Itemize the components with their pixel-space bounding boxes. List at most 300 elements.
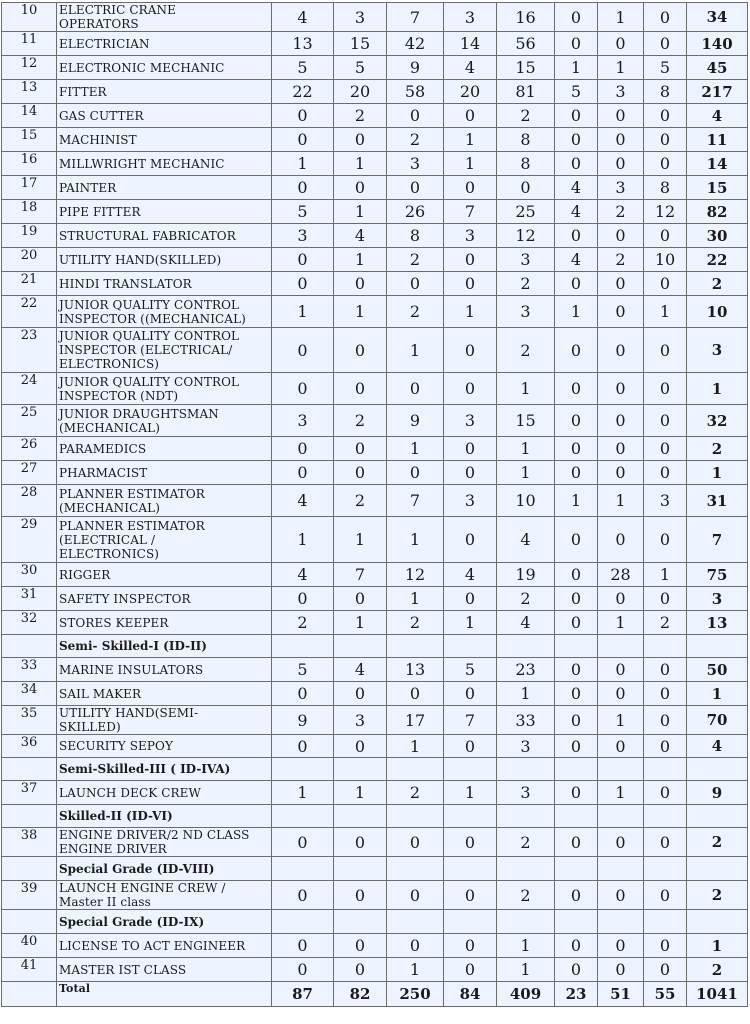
- count-cell: 1: [387, 958, 444, 982]
- post-name: [57, 405, 272, 437]
- count-cell: 3: [598, 176, 644, 200]
- serial-number: 10: [2, 3, 57, 32]
- count-cell: 0: [272, 682, 334, 706]
- count-cell: 0: [272, 461, 334, 485]
- table-row: [2, 328, 748, 373]
- table-row: [2, 128, 748, 152]
- count-cell: 1: [387, 328, 444, 373]
- serial-number: 31: [2, 587, 57, 611]
- empty-cell: [387, 758, 444, 781]
- count-cell: 1: [497, 958, 555, 982]
- post-name: [57, 461, 272, 485]
- post-name-line: INSPECTOR ((MECHANICAL): [59, 311, 246, 326]
- count-cell: 5: [334, 56, 387, 80]
- empty-cell: [272, 910, 334, 934]
- count-cell: 0: [555, 104, 598, 128]
- count-cell: 1: [334, 517, 387, 563]
- section-row: [2, 805, 748, 828]
- row-total: 50: [687, 658, 748, 682]
- count-cell: 1: [334, 152, 387, 176]
- serial-number: 38: [2, 828, 57, 857]
- count-cell: 0: [497, 176, 555, 200]
- count-cell: 0: [272, 128, 334, 152]
- count-cell: 0: [644, 934, 687, 958]
- empty-cell: [2, 805, 57, 828]
- count-cell: 2: [334, 405, 387, 437]
- serial-number: 18: [2, 200, 57, 224]
- count-cell: 0: [555, 128, 598, 152]
- row-total: 45: [687, 56, 748, 80]
- post-name: [57, 437, 272, 461]
- serial-number: 11: [2, 32, 57, 56]
- count-cell: 0: [272, 272, 334, 296]
- count-cell: 3: [444, 485, 497, 517]
- count-cell: 8: [644, 176, 687, 200]
- count-cell: 16: [497, 3, 555, 32]
- section-heading: Special Grade (ID-IX): [57, 910, 272, 934]
- serial-number: 12: [2, 56, 57, 80]
- post-name-line: PARAMEDICS: [59, 441, 147, 456]
- table-row: [2, 658, 748, 682]
- count-cell: 0: [555, 828, 598, 857]
- post-name-line: MACHINIST: [59, 132, 137, 147]
- count-cell: 1: [555, 56, 598, 80]
- count-cell: 0: [644, 152, 687, 176]
- serial-number: 24: [2, 373, 57, 405]
- count-cell: 2: [598, 248, 644, 272]
- post-name-line: ELECTRIC CRANE: [59, 3, 176, 17]
- section-heading: Semi- Skilled-I (ID-II): [57, 635, 272, 658]
- post-name: [57, 881, 272, 910]
- table-row: [2, 152, 748, 176]
- table-row: [2, 958, 748, 982]
- count-cell: 1: [387, 517, 444, 563]
- serial-number: 41: [2, 958, 57, 982]
- count-cell: 0: [272, 104, 334, 128]
- row-total: 10: [687, 296, 748, 328]
- empty-cell: [2, 635, 57, 658]
- count-cell: 0: [644, 328, 687, 373]
- row-total: 2: [687, 272, 748, 296]
- table-row: [2, 405, 748, 437]
- count-cell: 0: [598, 682, 644, 706]
- count-cell: 3: [272, 224, 334, 248]
- post-name: [57, 32, 272, 56]
- table-row: [2, 735, 748, 758]
- post-name-line: ELECTRONICS): [59, 357, 160, 371]
- post-name-line: (MECHANICAL): [59, 500, 160, 515]
- empty-cell: [387, 910, 444, 934]
- row-total: 2: [687, 437, 748, 461]
- empty-cell: [444, 635, 497, 658]
- count-cell: 0: [272, 176, 334, 200]
- count-cell: 0: [644, 461, 687, 485]
- post-name-line: JUNIOR DRAUGHTSMAN: [59, 406, 219, 421]
- row-total: 70: [687, 706, 748, 735]
- count-cell: 1: [598, 56, 644, 80]
- count-cell: 0: [644, 958, 687, 982]
- post-name-line: ELECTRONICS): [59, 546, 160, 561]
- count-cell: 25: [497, 200, 555, 224]
- empty-cell: [555, 635, 598, 658]
- count-cell: 0: [598, 437, 644, 461]
- table-row: [2, 104, 748, 128]
- post-name-line: Master II class: [59, 895, 151, 909]
- count-cell: 0: [555, 405, 598, 437]
- count-cell: 0: [334, 881, 387, 910]
- count-cell: 1: [444, 128, 497, 152]
- count-cell: 56: [497, 32, 555, 56]
- empty-cell: [598, 805, 644, 828]
- section-heading: Special Grade (ID-VIII): [57, 857, 272, 881]
- count-cell: 23: [497, 658, 555, 682]
- empty-cell: [644, 635, 687, 658]
- post-name-line: (ELECTRICAL /: [59, 532, 156, 547]
- count-cell: 4: [497, 517, 555, 563]
- count-cell: 0: [444, 517, 497, 563]
- count-cell: 0: [272, 958, 334, 982]
- serial-number: 21: [2, 272, 57, 296]
- serial-number: 34: [2, 682, 57, 706]
- count-cell: 4: [555, 248, 598, 272]
- empty-cell: [2, 857, 57, 881]
- count-cell: 2: [497, 328, 555, 373]
- count-cell: 0: [334, 272, 387, 296]
- count-cell: 0: [444, 328, 497, 373]
- count-cell: 4: [334, 658, 387, 682]
- count-cell: 0: [555, 934, 598, 958]
- post-name-line: LICENSE TO ACT ENGINEER: [59, 938, 246, 953]
- count-cell: 4: [272, 3, 334, 32]
- count-cell: 0: [555, 224, 598, 248]
- count-cell: 0: [644, 735, 687, 758]
- empty-cell: [272, 758, 334, 781]
- post-name: [57, 104, 272, 128]
- post-name-line: FITTER: [59, 84, 107, 99]
- count-cell: 0: [272, 437, 334, 461]
- count-cell: 1: [598, 3, 644, 32]
- row-total: 15: [687, 176, 748, 200]
- row-total: 30: [687, 224, 748, 248]
- count-cell: 9: [272, 706, 334, 735]
- count-cell: 0: [387, 828, 444, 857]
- empty-cell: [644, 758, 687, 781]
- count-cell: 1: [497, 682, 555, 706]
- count-cell: 8: [644, 80, 687, 104]
- table-row: [2, 587, 748, 611]
- count-cell: 1: [334, 296, 387, 328]
- post-name: [57, 224, 272, 248]
- post-name: [57, 328, 272, 373]
- serial-number: 29: [2, 517, 57, 563]
- count-cell: 3: [497, 296, 555, 328]
- count-cell: 0: [444, 934, 497, 958]
- count-cell: 1: [272, 781, 334, 805]
- empty-cell: [444, 805, 497, 828]
- empty-cell: [272, 857, 334, 881]
- count-cell: 0: [598, 32, 644, 56]
- count-cell: 1: [497, 373, 555, 405]
- count-cell: 0: [555, 328, 598, 373]
- column-total: 23: [555, 982, 598, 1007]
- count-cell: 0: [555, 461, 598, 485]
- count-cell: 0: [555, 682, 598, 706]
- count-cell: 0: [598, 658, 644, 682]
- count-cell: 0: [444, 881, 497, 910]
- post-name: [57, 781, 272, 805]
- section-row: [2, 758, 748, 781]
- column-total: 250: [387, 982, 444, 1007]
- count-cell: 0: [555, 3, 598, 32]
- count-cell: 0: [598, 958, 644, 982]
- count-cell: 0: [644, 224, 687, 248]
- count-cell: 0: [598, 296, 644, 328]
- count-cell: 4: [334, 224, 387, 248]
- count-cell: 0: [387, 934, 444, 958]
- post-name: [57, 176, 272, 200]
- count-cell: 3: [497, 781, 555, 805]
- row-total: 217: [687, 80, 748, 104]
- count-cell: 1: [334, 781, 387, 805]
- count-cell: 1: [598, 485, 644, 517]
- count-cell: 5: [555, 80, 598, 104]
- count-cell: 0: [644, 437, 687, 461]
- count-cell: 0: [334, 128, 387, 152]
- serial-number: 28: [2, 485, 57, 517]
- count-cell: 3: [387, 152, 444, 176]
- post-name: [57, 200, 272, 224]
- count-cell: 2: [497, 587, 555, 611]
- post-name-line: PLANNER ESTIMATOR: [59, 518, 205, 533]
- count-cell: 1: [497, 461, 555, 485]
- count-cell: 3: [272, 405, 334, 437]
- count-cell: 3: [598, 80, 644, 104]
- count-cell: 13: [387, 658, 444, 682]
- count-cell: 2: [497, 881, 555, 910]
- post-name: [57, 485, 272, 517]
- table-row: [2, 881, 748, 910]
- table-row: [2, 437, 748, 461]
- count-cell: 2: [598, 200, 644, 224]
- post-name-line: SAFETY INSPECTOR: [59, 591, 191, 606]
- count-cell: 0: [644, 405, 687, 437]
- count-cell: 26: [387, 200, 444, 224]
- post-name-line: PAINTER: [59, 180, 117, 195]
- count-cell: 7: [444, 200, 497, 224]
- count-cell: 2: [644, 611, 687, 635]
- post-name-line: SECURITY SEPOY: [59, 739, 174, 753]
- count-cell: 0: [644, 128, 687, 152]
- count-cell: 0: [555, 706, 598, 735]
- post-name-line: JUNIOR QUALITY CONTROL: [59, 374, 240, 389]
- empty-cell: [334, 857, 387, 881]
- count-cell: 0: [272, 328, 334, 373]
- post-name-line: INSPECTOR (NDT): [59, 388, 179, 403]
- count-cell: 0: [644, 517, 687, 563]
- table-row: [2, 682, 748, 706]
- count-cell: 4: [555, 176, 598, 200]
- post-name: [57, 248, 272, 272]
- count-cell: 1: [334, 248, 387, 272]
- serial-number: 16: [2, 152, 57, 176]
- empty-cell: [687, 910, 748, 934]
- count-cell: 2: [387, 128, 444, 152]
- count-cell: 0: [598, 272, 644, 296]
- count-cell: 0: [598, 735, 644, 758]
- empty-cell: [334, 635, 387, 658]
- count-cell: 0: [644, 682, 687, 706]
- serial-number: 37: [2, 781, 57, 805]
- count-cell: 1: [272, 517, 334, 563]
- post-name-line: RIGGER: [59, 567, 111, 582]
- table-row: [2, 56, 748, 80]
- post-name-line: ELECTRICIAN: [59, 36, 150, 51]
- count-cell: 0: [598, 224, 644, 248]
- empty-cell: [644, 857, 687, 881]
- post-name-line: MASTER IST CLASS: [59, 962, 187, 977]
- count-cell: 0: [644, 658, 687, 682]
- count-cell: 0: [598, 587, 644, 611]
- empty-cell: [272, 805, 334, 828]
- count-cell: 19: [497, 563, 555, 587]
- empty-cell: [598, 635, 644, 658]
- empty-cell: [598, 910, 644, 934]
- count-cell: 8: [497, 152, 555, 176]
- count-cell: 1: [334, 611, 387, 635]
- count-cell: 3: [334, 706, 387, 735]
- count-cell: 4: [444, 56, 497, 80]
- count-cell: 4: [555, 200, 598, 224]
- count-cell: 81: [497, 80, 555, 104]
- count-cell: 1: [387, 437, 444, 461]
- post-name-line: ENGINE DRIVER: [59, 842, 167, 856]
- empty-cell: [555, 910, 598, 934]
- serial-number: 36: [2, 735, 57, 758]
- count-cell: 9: [387, 405, 444, 437]
- count-cell: 0: [644, 32, 687, 56]
- count-cell: 0: [598, 328, 644, 373]
- table-row: [2, 373, 748, 405]
- count-cell: 1: [598, 611, 644, 635]
- serial-number: 19: [2, 224, 57, 248]
- post-name-line: PIPE FITTER: [59, 204, 141, 219]
- count-cell: 0: [644, 828, 687, 857]
- count-cell: 0: [555, 32, 598, 56]
- row-total: 4: [687, 104, 748, 128]
- count-cell: 0: [444, 272, 497, 296]
- count-cell: 9: [387, 56, 444, 80]
- count-cell: 1: [497, 934, 555, 958]
- column-total: 51: [598, 982, 644, 1007]
- count-cell: 4: [497, 611, 555, 635]
- column-total: 409: [497, 982, 555, 1007]
- count-cell: 4: [272, 563, 334, 587]
- row-total: 75: [687, 563, 748, 587]
- count-cell: 1: [644, 296, 687, 328]
- count-cell: 0: [334, 828, 387, 857]
- row-total: 9: [687, 781, 748, 805]
- table-row: [2, 828, 748, 857]
- post-name: [57, 517, 272, 563]
- row-total: 82: [687, 200, 748, 224]
- count-cell: 28: [598, 563, 644, 587]
- empty-cell: [334, 758, 387, 781]
- row-total: 1: [687, 682, 748, 706]
- empty-cell: [555, 758, 598, 781]
- count-cell: 0: [555, 563, 598, 587]
- count-cell: 0: [598, 934, 644, 958]
- count-cell: 13: [272, 32, 334, 56]
- count-cell: 0: [334, 328, 387, 373]
- count-cell: 0: [555, 152, 598, 176]
- section-row: [2, 910, 748, 934]
- row-total: 1: [687, 934, 748, 958]
- count-cell: 5: [272, 658, 334, 682]
- row-total: 34: [687, 3, 748, 32]
- count-cell: 3: [644, 485, 687, 517]
- count-cell: 0: [444, 587, 497, 611]
- post-name-line: UTILITY HAND(SEMI-: [59, 706, 199, 720]
- table-row: [2, 706, 748, 735]
- table-row: [2, 176, 748, 200]
- count-cell: 0: [387, 461, 444, 485]
- count-cell: 0: [555, 781, 598, 805]
- total-label: Total: [57, 982, 272, 1007]
- count-cell: 2: [387, 296, 444, 328]
- count-cell: 1: [334, 200, 387, 224]
- post-name-line: STRUCTURAL FABRICATOR: [59, 228, 236, 243]
- count-cell: 1: [444, 296, 497, 328]
- empty-cell: [444, 758, 497, 781]
- count-cell: 4: [272, 485, 334, 517]
- count-cell: 0: [555, 611, 598, 635]
- column-total: 55: [644, 982, 687, 1007]
- post-name: [57, 296, 272, 328]
- serial-number: 23: [2, 328, 57, 373]
- count-cell: 0: [644, 272, 687, 296]
- count-cell: 3: [444, 224, 497, 248]
- count-cell: 0: [272, 934, 334, 958]
- vacancy-table: [1, 2, 748, 1007]
- count-cell: 0: [272, 248, 334, 272]
- count-cell: 2: [334, 485, 387, 517]
- row-total: 32: [687, 405, 748, 437]
- post-name-line: SAIL MAKER: [59, 686, 142, 701]
- count-cell: 1: [555, 296, 598, 328]
- count-cell: 42: [387, 32, 444, 56]
- count-cell: 22: [272, 80, 334, 104]
- post-name-line: ENGINE DRIVER/2 ND CLASS: [59, 828, 250, 842]
- count-cell: 0: [598, 104, 644, 128]
- total-row: [2, 982, 748, 1007]
- grand-total: 1041: [687, 982, 748, 1007]
- post-name-line: INSPECTOR (ELECTRICAL/: [59, 343, 233, 357]
- row-total: 2: [687, 881, 748, 910]
- post-name: [57, 152, 272, 176]
- count-cell: 0: [644, 587, 687, 611]
- table-row: [2, 934, 748, 958]
- serial-number: 35: [2, 706, 57, 735]
- empty-cell: [555, 805, 598, 828]
- empty-cell: [387, 857, 444, 881]
- count-cell: 0: [334, 735, 387, 758]
- count-cell: 2: [387, 248, 444, 272]
- post-name-line: MILLWRIGHT MECHANIC: [59, 156, 225, 171]
- count-cell: 0: [334, 461, 387, 485]
- count-cell: 0: [598, 828, 644, 857]
- post-name: [57, 735, 272, 758]
- serial-number: 33: [2, 658, 57, 682]
